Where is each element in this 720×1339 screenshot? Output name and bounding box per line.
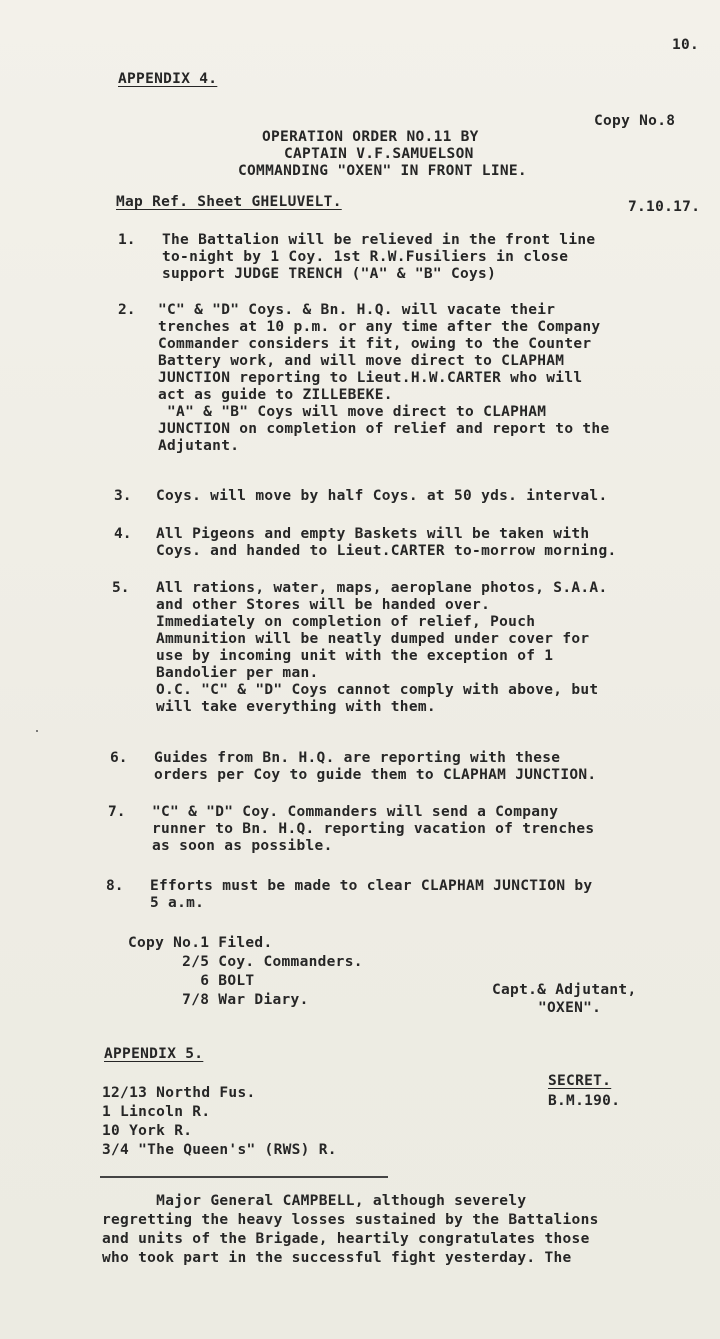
item-line: All Pigeons and empty Baskets will be taken with xyxy=(156,526,590,542)
item-line: Guides from Bn. H.Q. are reporting with these xyxy=(154,750,561,766)
brigade-reference: B.M.190. xyxy=(548,1093,621,1109)
copy-number: Copy No.8 xyxy=(594,113,676,129)
item-number: 7. xyxy=(108,804,126,820)
item-line: Battery work, and will move direct to CLAPHAM xyxy=(158,353,565,369)
item-number: 3. xyxy=(114,488,132,504)
item-line: Coys. will move by half Coys. at 50 yds. interval. xyxy=(156,488,608,504)
item-line: All rations, water, maps, aeroplane photos, S.A.A. xyxy=(156,580,608,596)
item-line: as soon as possible. xyxy=(152,838,333,854)
item-line: Immediately on completion of relief, Pouch xyxy=(156,614,536,630)
item-line: JUNCTION reporting to Lieut.H.W.CARTER who will xyxy=(158,370,583,386)
order-title-line-3: COMMANDING "OXEN" IN FRONT LINE. xyxy=(238,163,527,179)
order-title-line-2: CAPTAIN V.F.SAMUELSON xyxy=(284,146,474,162)
page-number: 10. xyxy=(672,37,700,53)
map-reference: Map Ref. Sheet GHELUVELT. xyxy=(116,194,342,210)
order-date: 7.10.17. xyxy=(628,199,701,215)
distribution-line: Copy No.1 Filed. xyxy=(128,935,273,951)
item-line: trenches at 10 p.m. or any time after the Company xyxy=(158,319,601,335)
addressee-line: 3/4 "The Queen's" (RWS) R. xyxy=(102,1142,337,1158)
addressee-line: 1 Lincoln R. xyxy=(102,1104,211,1120)
item-line: Ammunition will be neatly dumped under cover for xyxy=(156,631,590,647)
item-line: Commander considers it fit, owing to the Counter xyxy=(158,336,592,352)
item-line: Coys. and handed to Lieut.CARTER to-morrow morning. xyxy=(156,543,617,559)
item-line: runner to Bn. H.Q. reporting vacation of trenches xyxy=(152,821,595,837)
item-line: Adjutant. xyxy=(158,438,240,454)
order-title-line-1: OPERATION ORDER NO.11 BY xyxy=(262,129,479,145)
item-number: 4. xyxy=(114,526,132,542)
item-line: act as guide to ZILLEBEKE. xyxy=(158,387,393,403)
item-line: to-night by 1 Coy. 1st R.W.Fusiliers in close xyxy=(162,249,569,265)
item-line: support JUDGE TRENCH ("A" & "B" Coys) xyxy=(162,266,497,282)
secret-marking: SECRET. xyxy=(548,1073,612,1089)
item-line: "C" & "D" Coys. & Bn. H.Q. will vacate their xyxy=(158,302,556,318)
distribution-line: 7/8 War Diary. xyxy=(128,992,309,1008)
item-number: 8. xyxy=(106,878,124,894)
message-body xyxy=(102,1192,599,1268)
addressee-line: 10 York R. xyxy=(102,1123,193,1139)
item-line: will take everything with them. xyxy=(156,699,436,715)
item-line: orders per Coy to guide them to CLAPHAM JUNCTION. xyxy=(154,767,597,783)
item-number: 1. xyxy=(118,232,136,248)
item-line: The Battalion will be relieved in the front line xyxy=(162,232,596,248)
item-line: Bandolier per man. xyxy=(156,665,319,681)
item-line: Efforts must be made to clear CLAPHAM JUNCTION by xyxy=(150,878,593,894)
body-line: and units of the Brigade, heartily congratulates those xyxy=(102,1231,590,1247)
distribution-list xyxy=(128,934,363,1010)
item-line: and other Stores will be handed over. xyxy=(156,597,491,613)
signature-title: Capt.& Adjutant, xyxy=(492,982,637,998)
appendix-5-heading: APPENDIX 5. xyxy=(104,1046,204,1062)
distribution-line: 6 BOLT xyxy=(128,973,255,989)
body-line: who took part in the successful fight yesterday. The xyxy=(102,1250,572,1266)
item-line: "C" & "D" Coy. Commanders will send a Company xyxy=(152,804,559,820)
body-line: Major General CAMPBELL, although severely xyxy=(102,1193,527,1209)
addressee-list xyxy=(102,1084,337,1160)
appendix-4-heading: APPENDIX 4. xyxy=(118,71,218,87)
item-line: "A" & "B" Coys will move direct to CLAPHAM xyxy=(158,404,547,420)
item-line: JUNCTION on completion of relief and report to the xyxy=(158,421,610,437)
paper-speck xyxy=(36,730,38,732)
distribution-line: 2/5 Coy. Commanders. xyxy=(128,954,363,970)
section-divider xyxy=(100,1176,388,1178)
item-line: O.C. "C" & "D" Coys cannot comply with above, but xyxy=(156,682,599,698)
addressee-line: 12/13 Northd Fus. xyxy=(102,1085,256,1101)
item-number: 6. xyxy=(110,750,128,766)
item-number: 2. xyxy=(118,302,136,318)
item-line: use by incoming unit with the exception of 1 xyxy=(156,648,554,664)
item-number: 5. xyxy=(112,580,130,596)
body-line: regretting the heavy losses sustained by the Battalions xyxy=(102,1212,599,1228)
signature-unit: "OXEN". xyxy=(538,1000,602,1016)
item-line: 5 a.m. xyxy=(150,895,205,911)
